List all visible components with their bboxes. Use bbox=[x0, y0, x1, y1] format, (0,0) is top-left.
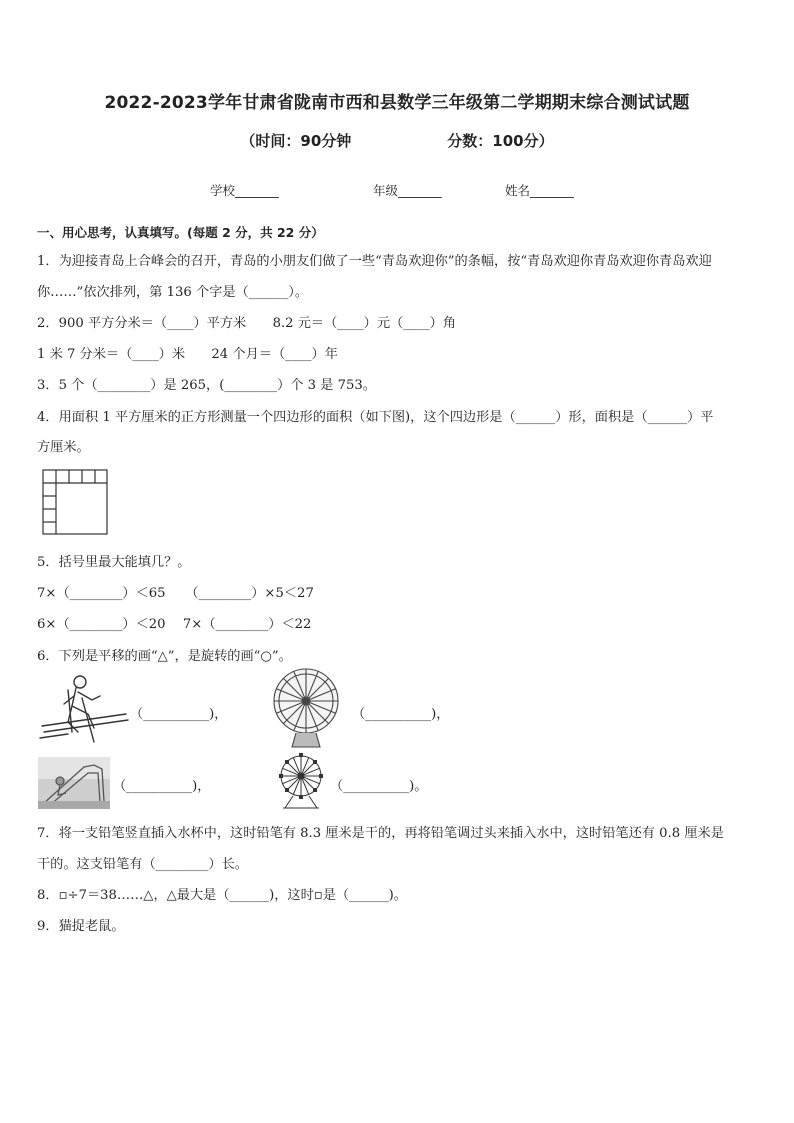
ferris-wheel-icon bbox=[273, 752, 329, 810]
question-6-answer-b: （__________)， bbox=[352, 707, 450, 722]
question-6: 6．下列是平移的画“△”，是旋转的画“○”。 bbox=[37, 649, 292, 664]
fan-wheel-icon bbox=[270, 667, 344, 749]
question-9: 9．猫捉老鼠。 bbox=[37, 919, 125, 934]
question-5-line-1: 7×（________）＜65 （________）×5＜27 bbox=[37, 586, 314, 601]
question-3: 3．5 个（________）是 265，(________）个 3 是 753。 bbox=[37, 378, 376, 393]
exam-meta bbox=[0, 130, 794, 151]
time-limit: （时间：90分钟 bbox=[240, 132, 352, 150]
question-7-line-1: 7．将一支铅笔竖直插入水杯中，这时铅笔有 8.3 厘米是干的，再将铅笔调过头来插入水中，这时铅笔还有 0.8 厘米是 bbox=[37, 826, 724, 841]
question-6-answer-a: （__________)， bbox=[130, 707, 228, 722]
question-5: 5．括号里最大能填几？。 bbox=[37, 555, 191, 570]
question-6-answer-d: （__________)。 bbox=[330, 779, 428, 794]
question-1-line-1: 1．为迎接青岛上合峰会的召开，青岛的小朋友们做了一些“青岛欢迎你”的条幅，按“青岛欢迎你青岛欢迎你青岛欢迎 bbox=[37, 254, 712, 269]
question-1-line-2: 你……”依次排列，第 136 个字是（______）。 bbox=[37, 285, 309, 300]
page-title: 2022-2023学年甘肃省陇南市西和县数学三年级第二学期期末综合测试试题 bbox=[104, 93, 690, 113]
question-7-line-2: 干的。这支铅笔有（________）长。 bbox=[37, 857, 248, 872]
name-field: 姓名_______ bbox=[505, 183, 574, 198]
grade-field: 年级_______ bbox=[373, 183, 442, 198]
question-2-line-1: 2．900 平方分米＝（____）平方米 8.2 元＝（____）元（____）角 bbox=[37, 316, 456, 331]
question-5-line-2: 6×（________）＜20 7×（________）＜22 bbox=[37, 617, 312, 632]
total-score: 分数：100分） bbox=[447, 132, 554, 150]
grid-figure bbox=[40, 467, 110, 537]
question-8: 8．▫÷7＝38……△，△最大是（______)，这时▫是（______)。 bbox=[37, 888, 407, 903]
section-heading: 一、用心思考，认真填写。(每题 2 分，共 22 分） bbox=[37, 225, 324, 240]
question-6-answer-c: （__________)， bbox=[113, 779, 211, 794]
question-4-line-2: 方厘米。 bbox=[37, 440, 90, 455]
slide-icon bbox=[38, 757, 110, 809]
question-4-line-1: 4．用面积 1 平方厘米的正方形测量一个四边形的面积（如下图)，这个四边形是（______）形，面积是（______）平 bbox=[37, 410, 714, 425]
skier-icon bbox=[38, 670, 130, 746]
school-field: 学校_______ bbox=[210, 183, 279, 198]
question-2-line-2: 1 米 7 分米＝（____）米 24 个月＝（____）年 bbox=[37, 347, 338, 362]
